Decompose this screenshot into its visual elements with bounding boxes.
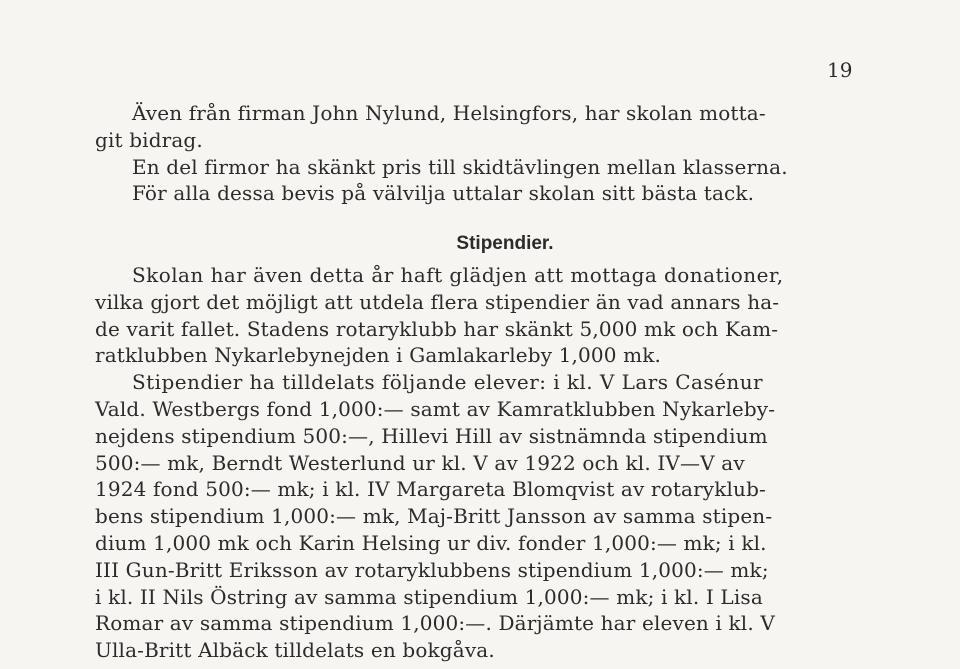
- text-line: Ulla-Britt Albäck tilldelats en bokgåva.: [95, 638, 495, 663]
- text-line: Skolan har även detta år haft glädjen att mottaga donationer,: [132, 262, 784, 287]
- text-line: III Gun-Britt Eriksson av rotaryklubbens stipendium 1,000:— mk;: [95, 557, 769, 582]
- text-line: dium 1,000 mk och Karin Helsing ur div. fonder 1,000:— mk; i kl.: [95, 530, 767, 555]
- text-line: En del firmor ha skänkt pris till skidtävlingen mellan klasserna.: [132, 154, 788, 179]
- text-line: 1924 fond 500:— mk; i kl. IV Margareta Blomqvist av rotaryklub-: [95, 477, 766, 502]
- text-line: ratklubben Nykarlebynejden i Gamlakarleby 1,000 mk.: [95, 343, 662, 368]
- text-line: Stipendier ha tilldelats följande elever: i kl. V Lars Casénur: [132, 370, 764, 395]
- text-line: i kl. II Nils Östring av samma stipendium 1,000:— mk; i kl. I Lisa: [95, 584, 763, 609]
- text-line: Romar av samma stipendium 1,000:—. Därjämte har eleven i kl. V: [95, 611, 775, 636]
- page-number: 19: [827, 58, 853, 82]
- text-line: 500:— mk, Berndt Westerlund ur kl. V av 1922 och kl. IV—V av: [95, 450, 745, 475]
- text-line: Vald. Westbergs fond 1,000:— samt av Kamratklubben Nykarleby-: [95, 396, 776, 421]
- text-line: vilka gjort det möjligt att utdela flera stipendier än vad annars ha-: [95, 289, 780, 314]
- page-body: [95, 100, 885, 664]
- section-heading: Stipendier.: [456, 233, 554, 255]
- text-line: de varit fallet. Stadens rotaryklubb har skänkt 5,000 mk och Kam-: [95, 316, 779, 341]
- text-line: Även från firman John Nylund, Helsingfors, har skolan motta-: [132, 101, 766, 125]
- text-line: git bidrag.: [95, 127, 203, 152]
- text-line: För alla dessa bevis på välvilja uttalar skolan sitt bästa tack.: [132, 181, 755, 206]
- text-line: nejdens stipendium 500:—, Hillevi Hill av sistnämnda stipendium: [95, 423, 768, 448]
- text-line: bens stipendium 1,000:— mk, Maj-Britt Jansson av samma stipen-: [95, 504, 773, 529]
